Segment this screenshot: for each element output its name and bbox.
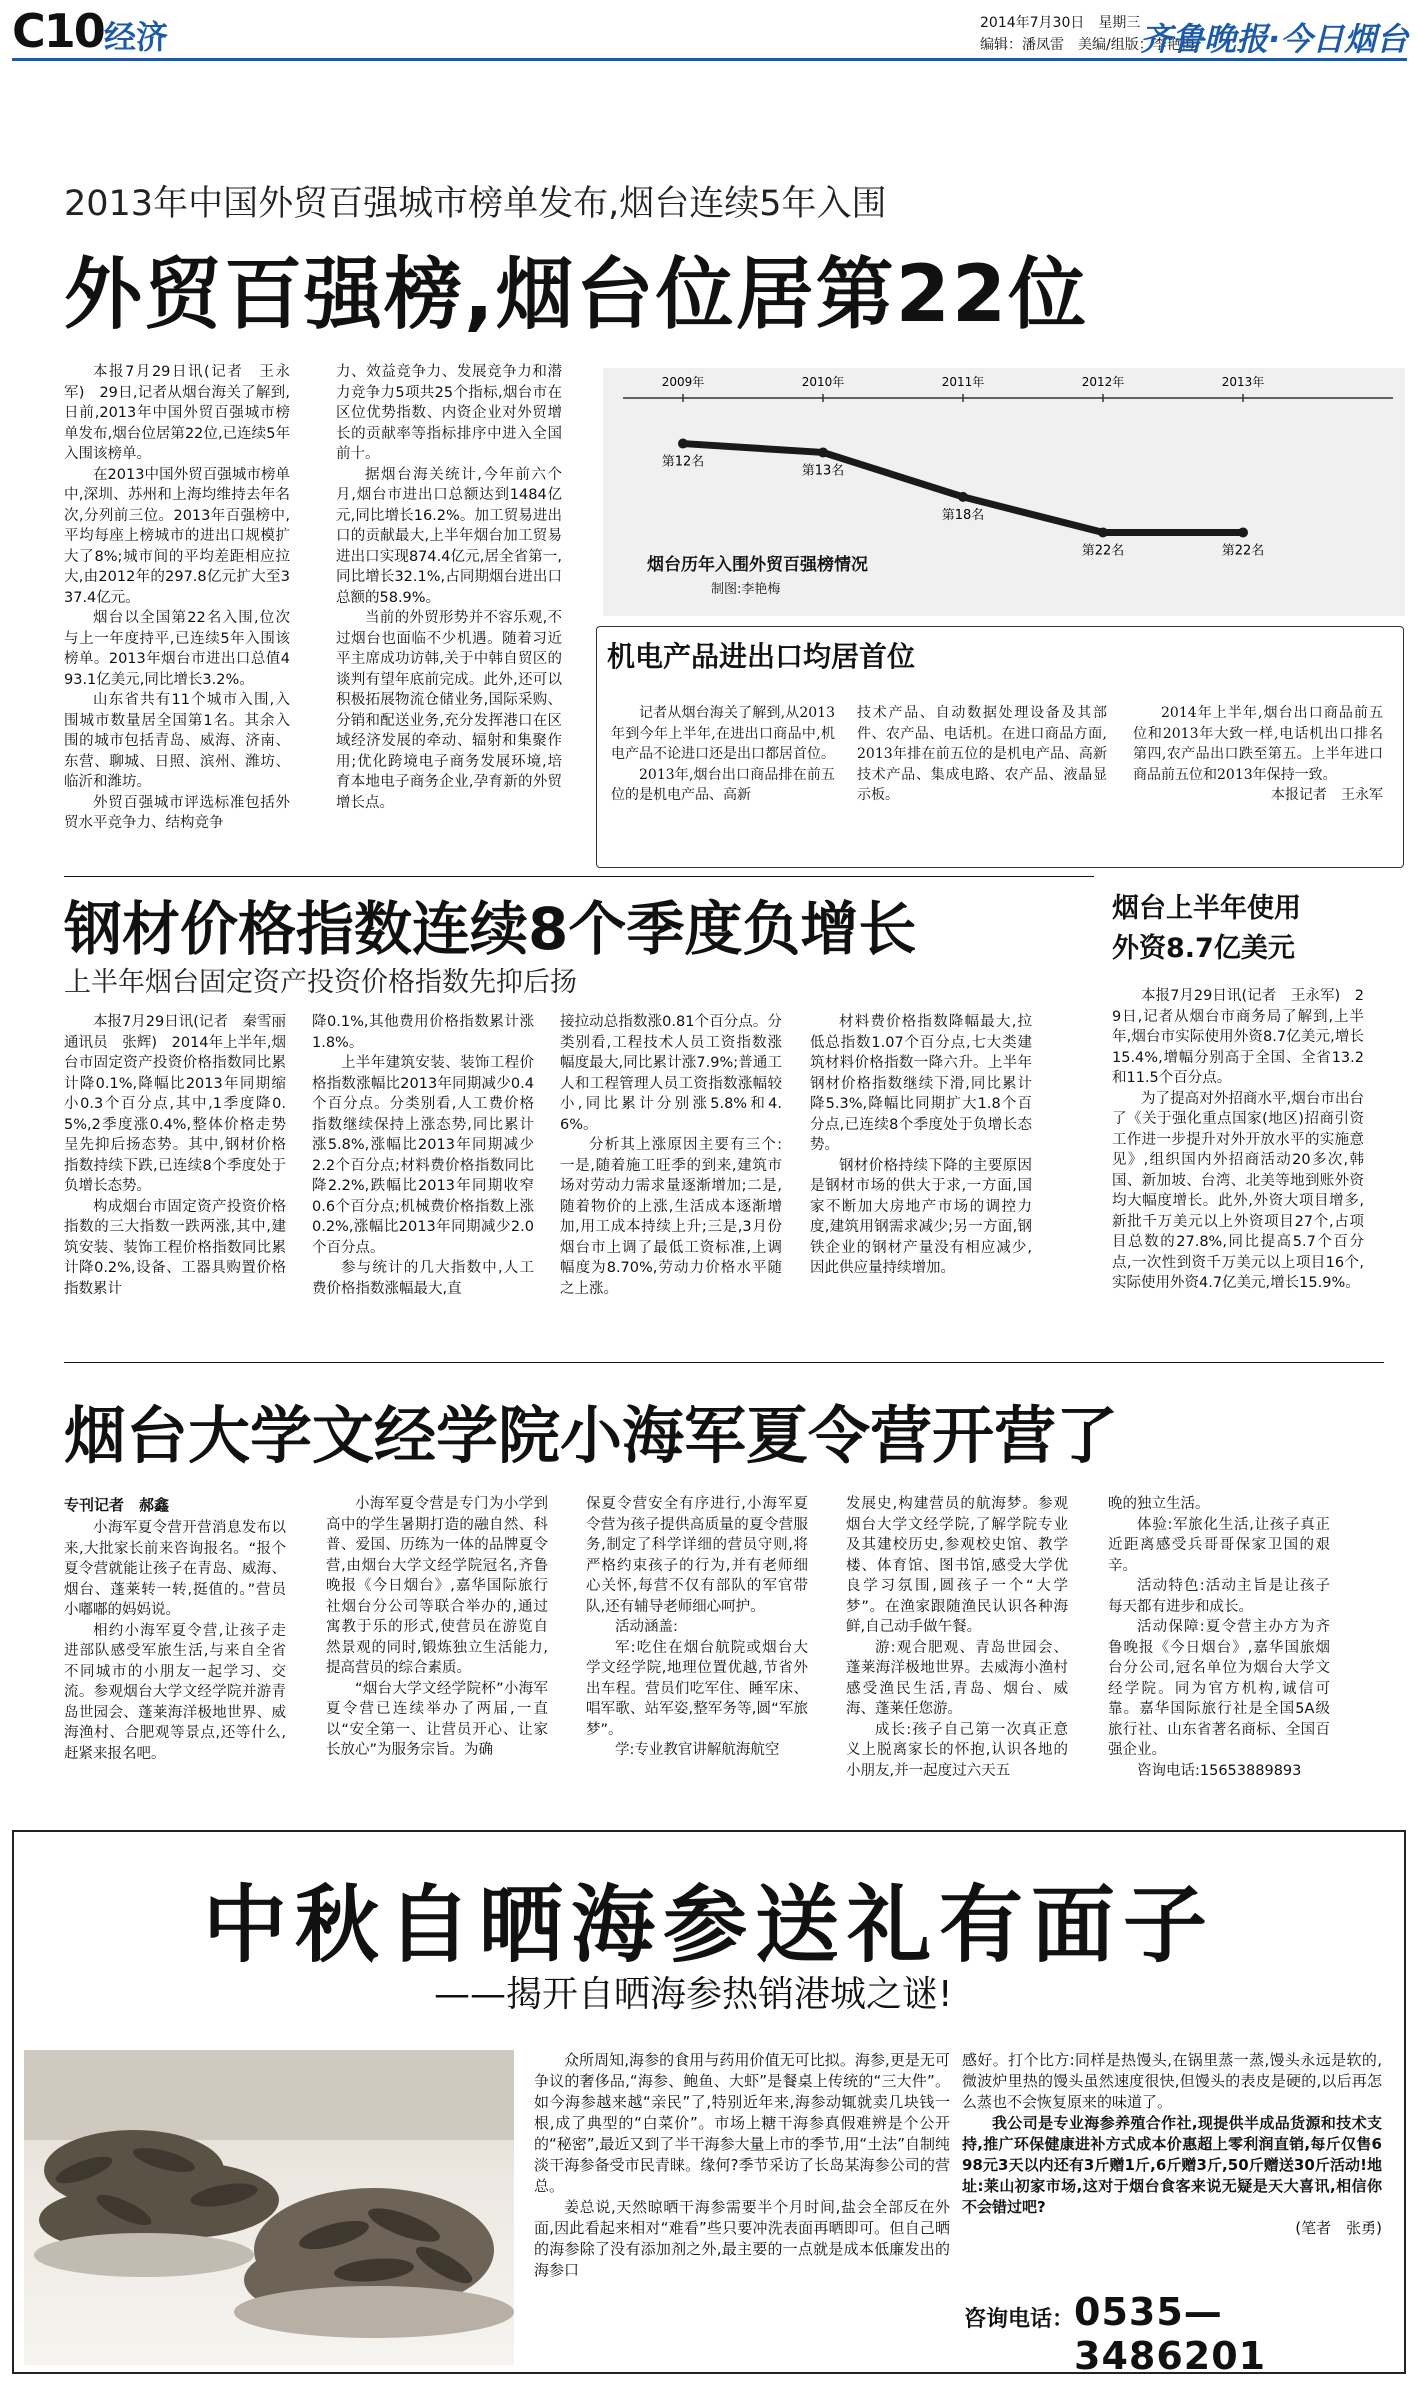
section-label: 经济 <box>104 18 169 56</box>
chart-data-label: 第12名 <box>661 454 705 470</box>
masthead: 齐鲁晚报·今日烟台 <box>1140 20 1409 58</box>
chart-point <box>1098 527 1108 537</box>
story4-col5: 晚的独立生活。 体验:军旅化生活,让孩子真正近距离感受兵哥哥保家卫国的艰辛。 活动特色:活动主旨是让孩子每天都有进步和成长。 活动保障:夏令营主办方为齐鲁晚报《今日烟台》,嘉华国旅烟台分公司,冠名单位为烟台大学文经学院。同为官方机构,诚信可靠。嘉华国际旅行社是全国5A级旅行社、山东省著名商标、全国百强企业。 咨询电话:15653889893 <box>1108 1494 1330 1808</box>
chart-data-label: 第22名 <box>1221 543 1265 559</box>
story3-headline-line2: 外资8.7亿美元 <box>1112 933 1295 964</box>
story4-col3: 保夏令营安全有序进行,小海军夏令营为孩子提供高质量的夏令营服务,制定了科学详细的营员守则,将严格约束孩子的行为,并有老师细心关怀,每营不仅有部队的军官带队,还有辅导老师细心呵护。 活动涵盖: 军:吃住在烟台航院或烟台大学文经学院,地理位置优越,节省外出车程。营员们吃军住、睡军床、唱军歌、站军姿,整军务等,圆“军旅梦”。 学:专业教官讲解航海航空 <box>586 1496 808 1758</box>
chart-x-tick-label: 2010年 <box>801 375 845 389</box>
sidebar1-byline: 本报记者 王永军 <box>1271 787 1383 803</box>
ad-box <box>12 1830 1406 2378</box>
story4-phone: 咨询电话:15653889893 <box>1137 1762 1302 1779</box>
chart-data-label: 第13名 <box>801 463 845 479</box>
story1-kicker: 2013年中国外贸百强城市榜单发布,烟台连续5年入围 <box>64 184 887 224</box>
sidebar1-col1: 记者从烟台海关了解到,从2013年到今年上半年,在进出口商品中,机电产品不论进口还是出口都居首位。 2013年,烟台出口商品排在前五位的是机电产品、高新 <box>611 705 835 803</box>
story4-col4: 发展史,构建营员的航海梦。参观烟台大学文经学院,了解学院专业及其建校历史,参观校史馆、教学楼、体育馆、图书馆,感受大学优良学习氛围,圆孩子一个“大学梦”。在渔家跟随渔民认识各种海鲜,自己动手做午餐。 游:观合肥观、青岛世园会、蓬莱海洋极地世界。去威海小渔村感受渔民生活,青岛、烟台、威海、蓬莱任您游。 成长:孩子自己第一次真正意义上脱离家长的怀抱,认识各地的小朋友,并一起度过六天五 <box>846 1496 1068 1779</box>
story4-col1: 小海军夏令营开营消息发布以来,大批家长前来咨询报名。“报个夏令营就能让孩子在青岛、威海、烟台、蓬莱转一转,挺值的。”营员小嘟嘟的妈妈说。 相约小海军夏令营,让孩子走进部队感受军旅生活,与来自全省不同城市的小朋友一起学习、交流。参观烟台大学文经学院并游青岛世园会、蓬莱海洋极地世界、威海渔村、合肥观等景点,还等什么,赶紧来报名吧。 <box>64 1520 286 1762</box>
sidebar1-col3: 2014年上半年,烟台出口商品前五位和2013年大致一样,电话机出口排名第四,农产品出口跌至第五。上半年进口商品前五位和2013年保持一致。 本报记者 王永军 <box>1133 703 1383 859</box>
chart-panel <box>603 368 1405 616</box>
sidebar1-title: 机电产品进出口均居首位 <box>607 640 916 673</box>
chart-point <box>1238 527 1248 537</box>
chart-title: 烟台历年入围外贸百强榜情况 <box>647 555 868 575</box>
page-number: C10 <box>12 4 104 58</box>
chart-x-tick-label: 2013年 <box>1221 375 1265 389</box>
sidebar1-col2: 技术产品、自动数据处理设备及其部件、农产品、电话机。在进口商品方面,2013年排在前五位的是机电产品、高新技术产品、集成电路、农产品、液晶显示板。 <box>857 705 1107 803</box>
ad-col2: 感好。打个比方:同样是热馒头,在锅里蒸一蒸,馒头永远是软的,微波炉里热的馒头虽然速度很快,但馒头的表皮是硬的,以后再怎么蒸也不会恢复原来的味道了。 我公司是专业海参养殖合作社,现提供半成品货源和技术支持,推广环保健康进补方式成本价惠超上零利润直销,每斤仅售698元3天以内还有3斤赠1斤,6斤赠3斤,50斤赠送30斤活动!地址:莱山初家市场,这对于烟台食客来说无疑是天大喜讯,相信你不会错过吧? (笔者 张勇) <box>962 2051 1382 2237</box>
story2-subhead: 上半年烟台固定资产投资价格指数先抑后扬 <box>64 967 577 998</box>
chart-x-tick-label: 2009年 <box>661 375 705 389</box>
story1-col2: 力、效益竞争力、发展竞争力和潜力竞争力5项共25个指标,烟台市在区位优势指数、内资企业对外贸增长的贡献率等指标排序中进入全国前十。 据烟台海关统计,今年前六个月,烟台市进出口总额达到1484亿元,同比增长16.2%。加工贸易进出口的贡献最大,上半年烟台加工贸易进出口实现874.4亿元,居全省第一,同比增长32.1%,占同期烟台进出口总额的58.9%。 当前的外贸形势并不容乐观,不过烟台也面临不少机遇。随着习近平主席成功访韩,关于中韩自贸区的谈判有望年底前完成。此外,还可以积极拓展物流仓储业务,国际采购、分销和配送业务,充分发挥港口在区域经济发展的牵动、辐射和集聚作用;优化跨境电子商务发展环境,培育本地电子商务企业,孕育新的外贸增长点。 <box>336 364 562 811</box>
editor-credits: 编辑：潘凤雷 美编/组版：李艳梅 <box>980 37 1195 53</box>
chart-point <box>818 447 828 457</box>
story3-body: 本报7月29日讯(记者 王永军) 29日,记者从烟台市商务局了解到,上半年,烟台市实际使用外资8.7亿美元,增长15.4%,增幅分别高于全国、全省13.2和11.5个百分点。 为了提高对外招商水平,烟台市出台了《关于强化重点国家(地区)招商引资工作进一步提升对外开放水平的实施意见》,组织国内外招商活动20多次,韩国、新加坡、台湾、北美等地到账外资均大幅度增长。此外,外资大项目增多,新批千万美元以上外资项目27个,占项目总数的27.8%,同比提高5.7个百分点,一次性到资千万美元以上项目16个,实际使用外资4.7亿美元,增长15.9%。 <box>1112 988 1364 1291</box>
story4-byline: 专刊记者 郝鑫 <box>64 1496 170 1514</box>
chart-point <box>678 439 688 449</box>
story3-headline-line1: 烟台上半年使用 <box>1112 893 1301 924</box>
sea-cucumber-photo <box>24 2050 514 2365</box>
ad-phone: 0535—3486201 <box>1074 2290 1267 2378</box>
ad-headline: 中秋自晒海参送礼有面子 <box>202 1876 1215 1974</box>
issue-date: 2014年7月30日 星期三 <box>980 15 1141 31</box>
sidebar1-box <box>596 626 1404 868</box>
story4-col2: 小海军夏令营是专门为小学到高中的学生暑期打造的融自然、科普、爱国、历练为一体的品牌夏令营,由烟台大学文经学院冠名,齐鲁晚报《今日烟台》,嘉华国际旅行社烟台分公司等联合举办的,通过寓教于乐的形式,使营员在游览自然景观的同时,锻炼独立生活能力,提高营员的综合素质。 “烟台大学文经学院杯”小海军夏令营已连续举办了两届,一直以“安全第一、让营员开心、让家长放心”为服务宗旨。为确 <box>326 1496 548 1758</box>
ad-col1: 众所周知,海参的食用与药用价值无可比拟。海参,更是无可争议的奢侈品,“海参、鲍鱼、大虾”是餐桌上传统的“三大件”。如今海参越来越“亲民”了,特别近年来,海参动辄就卖几块钱一根,成了典型的“白菜价”。市场上糖干海参真假难辨是个公开的“秘密”,最近又到了半干海参大量上市的季节,用“土法”自制纯淡干海参备受市民青睐。缘何?季节采访了长岛某海参公司的营总。 姜总说,天然晾晒干海参需要半个月时间,盐会全部反在外面,因此看起来相对“难看”些只要冲洗表面再晒即可。但自己晒的海参除了没有添加剂之外,最主要的一点就是成本低廉发出的海参口 <box>534 2051 950 2279</box>
chart-x-tick-label: 2011年 <box>941 375 985 389</box>
story1-headline: 外贸百强榜,烟台位居第22位 <box>64 250 1089 340</box>
story2-col2: 降0.1%,其他费用价格指数累计涨1.8%。 上半年建筑安装、装饰工程价格指数涨幅比2013年同期减少0.4个百分点。分类别看,人工费价格指数继续保持上涨态势,同比累计涨5.8%,涨幅比2013年同期减少2.2个百分点;材料费价格指数同比降2.2%,跌幅比2013年同期收窄0.6个百分点;机械费价格指数上涨0.2%,涨幅比2013年同期减少2.0个百分点。 参与统计的几大指数中,人工费价格指数涨幅最大,直 <box>312 1014 534 1297</box>
ad-subhead: ——揭开自晒海参热销港城之谜! <box>434 1974 953 2015</box>
chart-data-label: 第18名 <box>941 507 985 523</box>
story2-headline: 钢材价格指数连续8个季度负增长 <box>64 895 917 963</box>
chart-point <box>958 492 968 502</box>
chart-x-tick-label: 2012年 <box>1081 375 1125 389</box>
story4-headline: 烟台大学文经学院小海军夏令营开营了 <box>64 1399 1119 1472</box>
chart-data-label: 第22名 <box>1081 543 1125 559</box>
story1-col1: 本报7月29日讯(记者 王永军) 29日,记者从烟台海关了解到,日前,2013年中国外贸百强城市榜单发布,烟台位居第22位,已连续5年入围该榜单。 在2013中国外贸百强城市榜单中,深圳、苏州和上海均维持去年名次,分列前三位。2013年百强榜中,平均每座上榜城市的进出口规模扩大了8%;城市间的平均差距相应拉大,由2012年的297.8亿元扩大至337.4亿元。 烟台以全国第22名入围,位次与上一年度持平,已连续5年入围该榜单。2013年烟台市进出口总值493.1亿美元,同比增长3.2%。 山东省共有11个城市入围,入围城市数量居全国第1名。其余入围的城市包括青岛、威海、济南、东营、聊城、日照、滨州、潍坊、临沂和潍坊。 外贸百强城市评选标准包括外贸水平竞争力、结构竞争 <box>64 364 290 831</box>
story2-col3: 接拉动总指数涨0.81个百分点。分类别看,工程技术人员工资指数涨幅度最大,同比累计涨7.9%;普通工人和工程管理人员工资指数涨幅较小,同比累计分别涨5.8%和4.6%。 分析其上涨原因主要有三个:一是,随着施工旺季的到来,建筑市场对劳动力需求量逐渐增加;二是,随着物价的上涨,生活成本逐渐增加,用工成本持续上升;三是,3月份烟台市上调了最低工资标准,上调幅度为8.70%,劳动力价格水平随之上涨。 <box>560 1014 782 1297</box>
story2-col4: 材料费价格指数降幅最大,拉低总指数1.07个百分点,七大类建筑材料价格指数一降六升。上半年钢材价格指数继续下滑,同比累计降5.3%,降幅比同期扩大1.8个百分点,已连续8个季度处于负增长态势。 钢材价格持续下降的主要原因是钢材市场的供大于求,一方面,国家不断加大房地产市场的调控力度,建筑用钢需求减少;另一方面,钢铁企业的钢材产量没有相应减少,因此供应量持续增加。 <box>810 1014 1032 1276</box>
ad-phone-label: 咨询电话： <box>964 2307 1075 2332</box>
ad-author: (笔者 张勇) <box>1295 2219 1382 2237</box>
chart-credit: 制图:李艳梅 <box>711 582 781 597</box>
story2-col1: 本报7月29日讯(记者 秦雪丽 通讯员 张辉) 2014年上半年,烟台市固定资产投资价格指数同比累计降0.1%,降幅比2013年同期缩小0.3个百分点,其中,1季度降0.5%,2季度涨0.4%,整体价格走势呈先抑后扬态势。其中,钢材价格指数持续下跌,已连续8个季度处于负增长态势。 构成烟台市固定资产投资价格指数的三大指数一跌两涨,其中,建筑安装、装饰工程价格指数同比累计降0.2%,设备、工器具购置价格指数累计 <box>64 1014 301 1297</box>
